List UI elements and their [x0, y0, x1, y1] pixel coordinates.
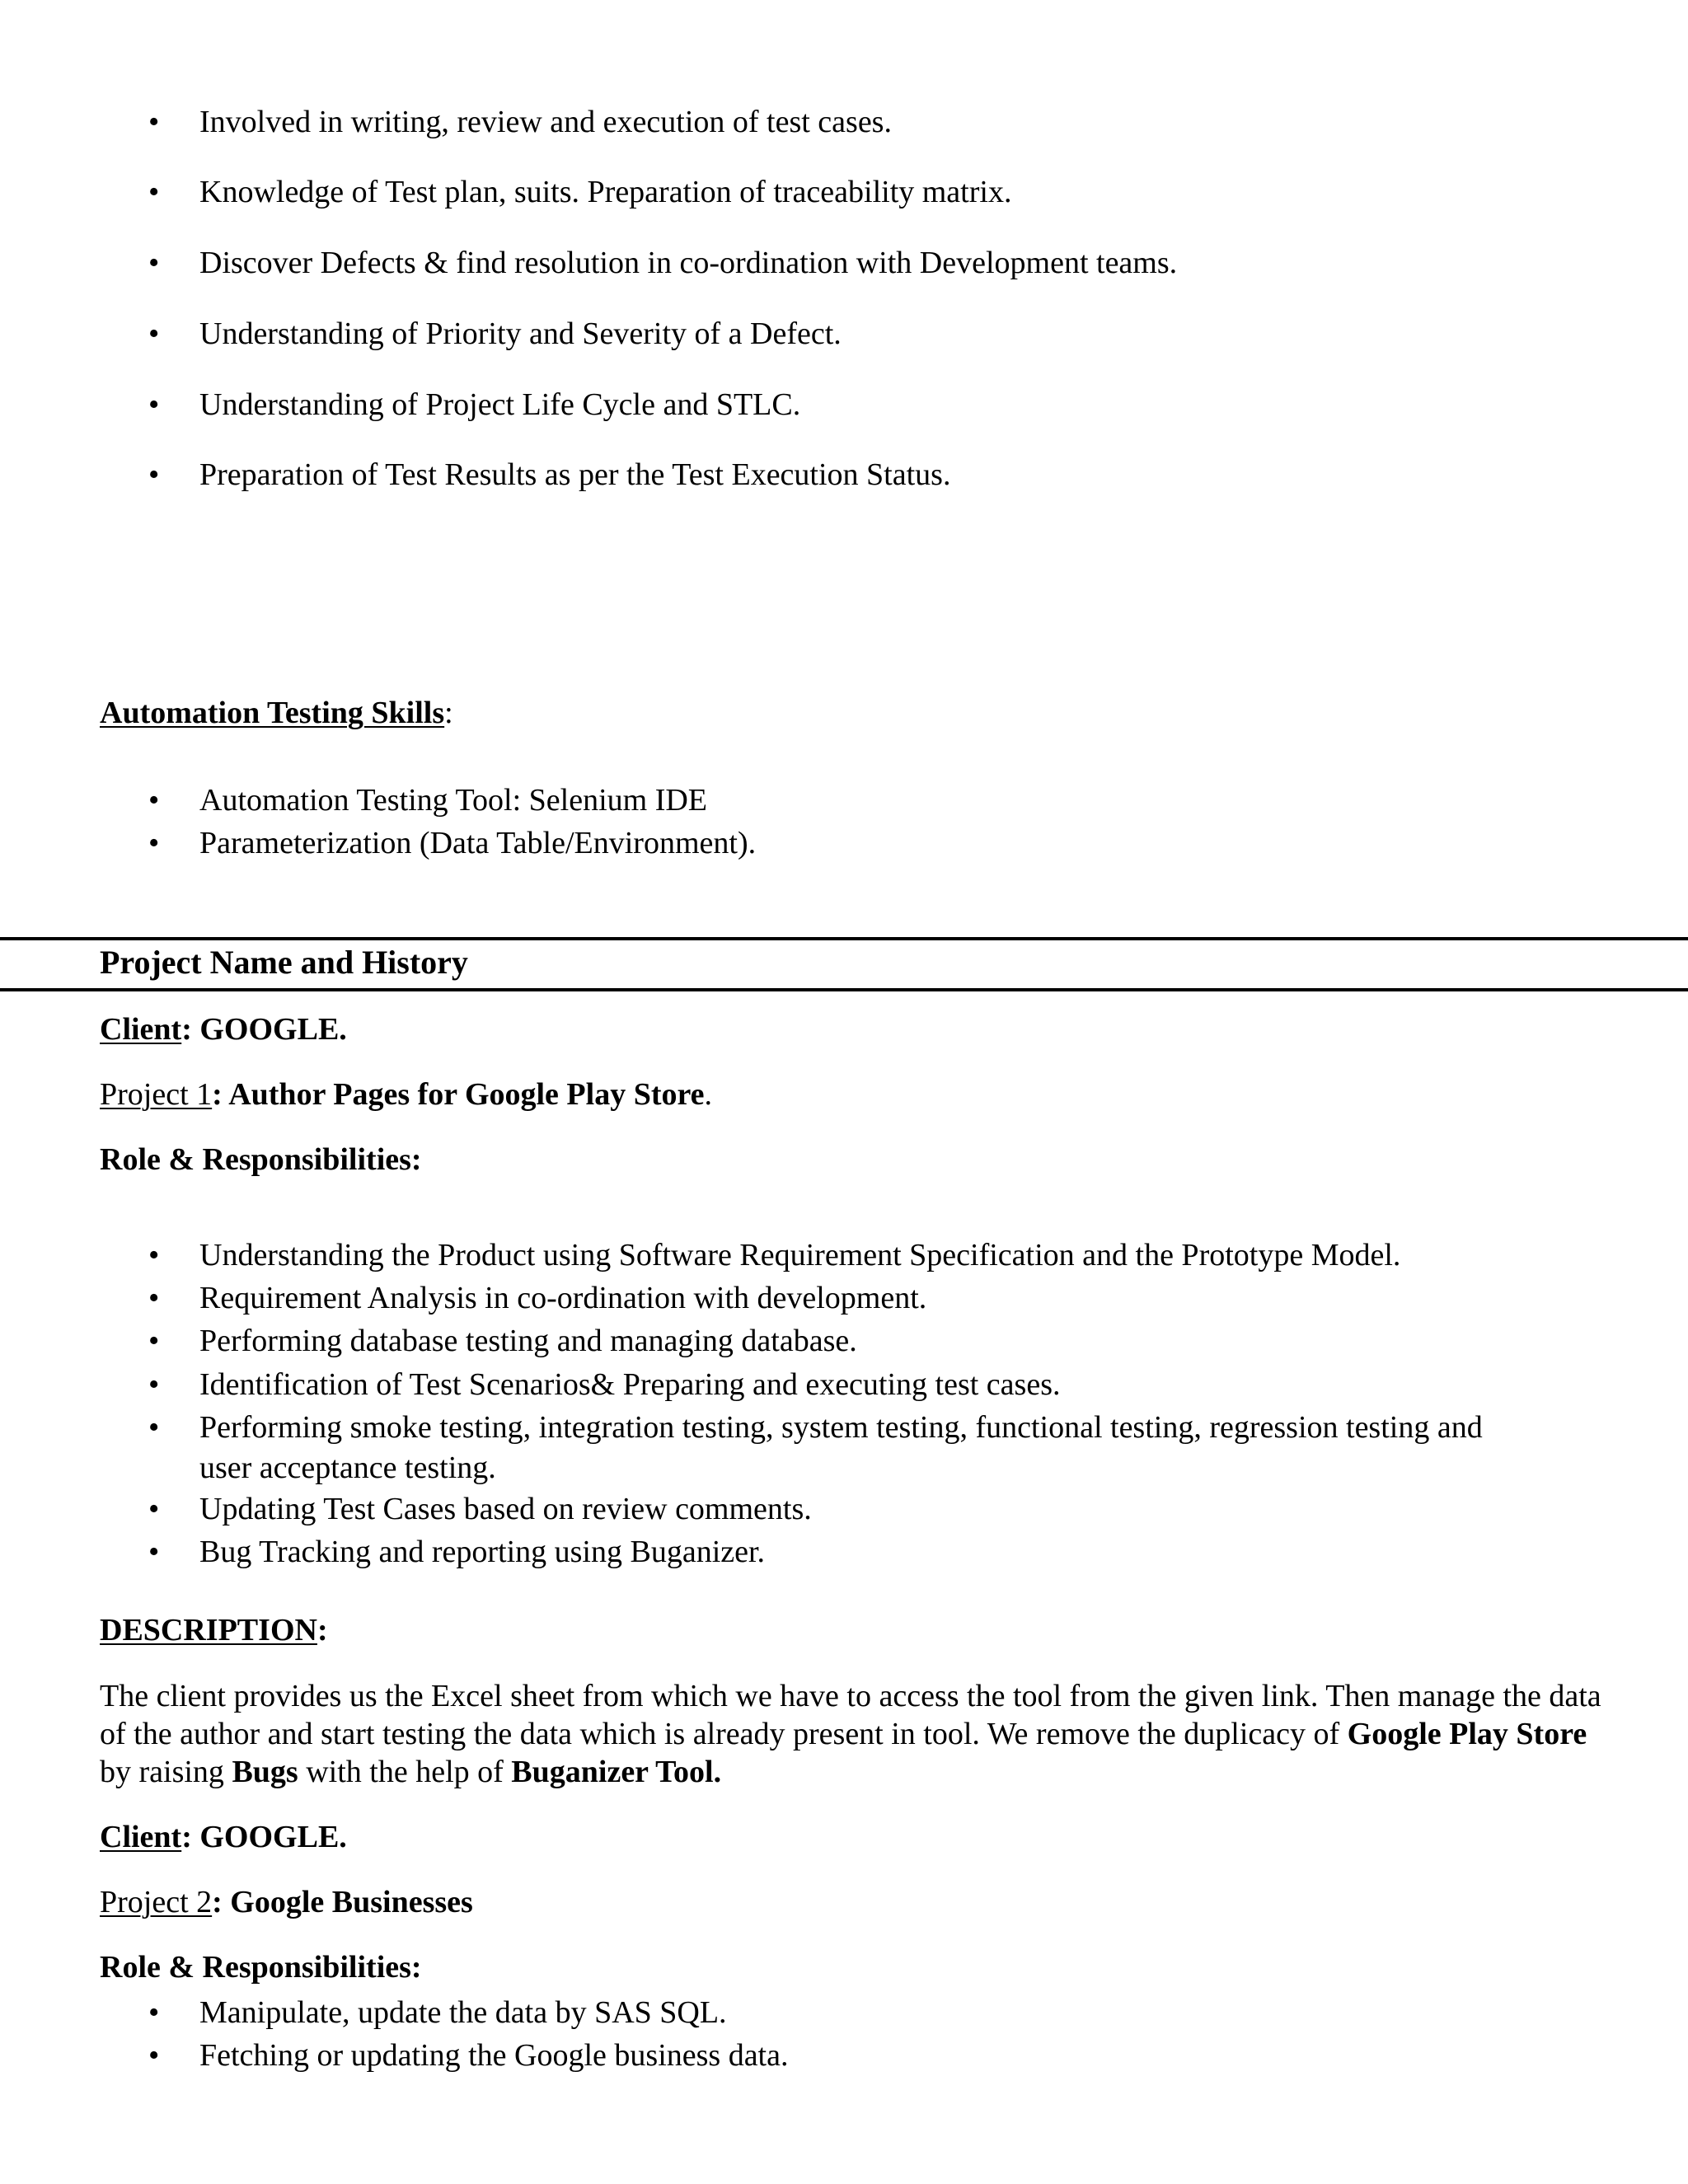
bullet: • — [148, 1492, 160, 1526]
list-item: Discover Defects & find resolution in co-ordination with Development teams. — [199, 246, 1178, 280]
list-item: Fetching or updating the Google business data. — [199, 2038, 789, 2073]
description-text: The client provides us the Excel sheet from which we have to access the tool from the given link. Then manage the data of the author and start testing the data which is already present in tool. We remove the duplicacy of — [100, 1679, 1601, 1751]
project2-title — [100, 1884, 473, 1920]
project-name: : Author Pages for Google Play Store — [212, 1077, 705, 1112]
bullet: • — [148, 2038, 160, 2073]
project-history-heading: Project Name and History — [100, 944, 468, 981]
description-bold: Bugs — [232, 1755, 298, 1789]
description-bold: Buganizer Tool. — [511, 1755, 722, 1789]
project-label: Project 1 — [100, 1077, 213, 1112]
section-rule-top — [0, 937, 1688, 940]
list-item: Identification of Test Scenarios& Preparing and executing test cases. — [199, 1367, 1061, 1402]
project-label: Project 2 — [100, 1885, 213, 1919]
project1-title — [100, 1076, 712, 1113]
bullet: • — [148, 1535, 160, 1569]
project1-role-heading: Role & Responsibilities: — [100, 1142, 422, 1177]
list-item: Manipulate, update the data by SAS SQL. — [199, 1995, 727, 2030]
project-name: : Google Businesses — [212, 1885, 473, 1919]
list-item: Performing smoke testing, integration testing, system testing, functional testing, regression testing and — [199, 1410, 1483, 1445]
automation-heading-colon: : — [444, 696, 453, 730]
client-label: Client — [100, 1820, 182, 1854]
list-item: Understanding of Priority and Severity of a Defect. — [199, 316, 842, 351]
list-item: Involved in writing, review and execution of test cases. — [199, 105, 892, 139]
client-value: : GOOGLE. — [181, 1820, 347, 1854]
bullet: • — [148, 1367, 160, 1402]
description-bold: Google Play Store — [1347, 1717, 1587, 1751]
bullet: • — [148, 175, 160, 209]
list-item: Bug Tracking and reporting using Buganizer. — [199, 1535, 766, 1569]
bullet: • — [148, 1995, 160, 2030]
bullet: • — [148, 457, 160, 492]
bullet: • — [148, 1410, 160, 1445]
description-label: DESCRIPTION — [100, 1613, 317, 1647]
list-item: Requirement Analysis in co-ordination with development. — [199, 1281, 927, 1315]
project2-role-heading: Role & Responsibilities: — [100, 1950, 422, 1985]
list-item: Knowledge of Test plan, suits. Preparation of traceability matrix. — [199, 175, 1012, 209]
bullet: • — [148, 826, 160, 860]
section-rule-bottom — [0, 988, 1688, 991]
description-text: with the help of — [298, 1755, 512, 1789]
list-item: Understanding of Project Life Cycle and STLC. — [199, 387, 801, 422]
bullet: • — [148, 783, 160, 818]
bullet: • — [148, 1324, 160, 1358]
automation-heading — [100, 695, 453, 731]
list-item: Performing database testing and managing database. — [199, 1324, 857, 1358]
bullet: • — [148, 1238, 160, 1272]
client-label: Client — [100, 1012, 182, 1047]
client-value: : GOOGLE. — [181, 1012, 347, 1047]
list-item: Updating Test Cases based on review comments. — [199, 1492, 812, 1526]
list-item: Understanding the Product using Software Requirement Specification and the Prototype Model. — [199, 1238, 1401, 1272]
project-period: . — [704, 1077, 713, 1112]
bullet: • — [148, 246, 160, 280]
description-text: by raising — [100, 1755, 232, 1789]
description-heading — [100, 1612, 328, 1648]
bullet: • — [148, 387, 160, 422]
description-colon: : — [316, 1613, 328, 1647]
list-item: Preparation of Test Results as per the Test Execution Status. — [199, 457, 951, 492]
bullet: • — [148, 105, 160, 139]
project1-client — [100, 1011, 347, 1047]
list-item-continuation: user acceptance testing. — [199, 1451, 496, 1485]
bullet: • — [148, 1281, 160, 1315]
bullet: • — [148, 316, 160, 351]
list-item: Parameterization (Data Table/Environment). — [199, 826, 757, 860]
project2-client — [100, 1819, 347, 1855]
list-item: Automation Testing Tool: Selenium IDE — [199, 783, 708, 818]
description-paragraph — [100, 1677, 1608, 1791]
automation-heading-text: Automation Testing Skills — [100, 696, 445, 730]
